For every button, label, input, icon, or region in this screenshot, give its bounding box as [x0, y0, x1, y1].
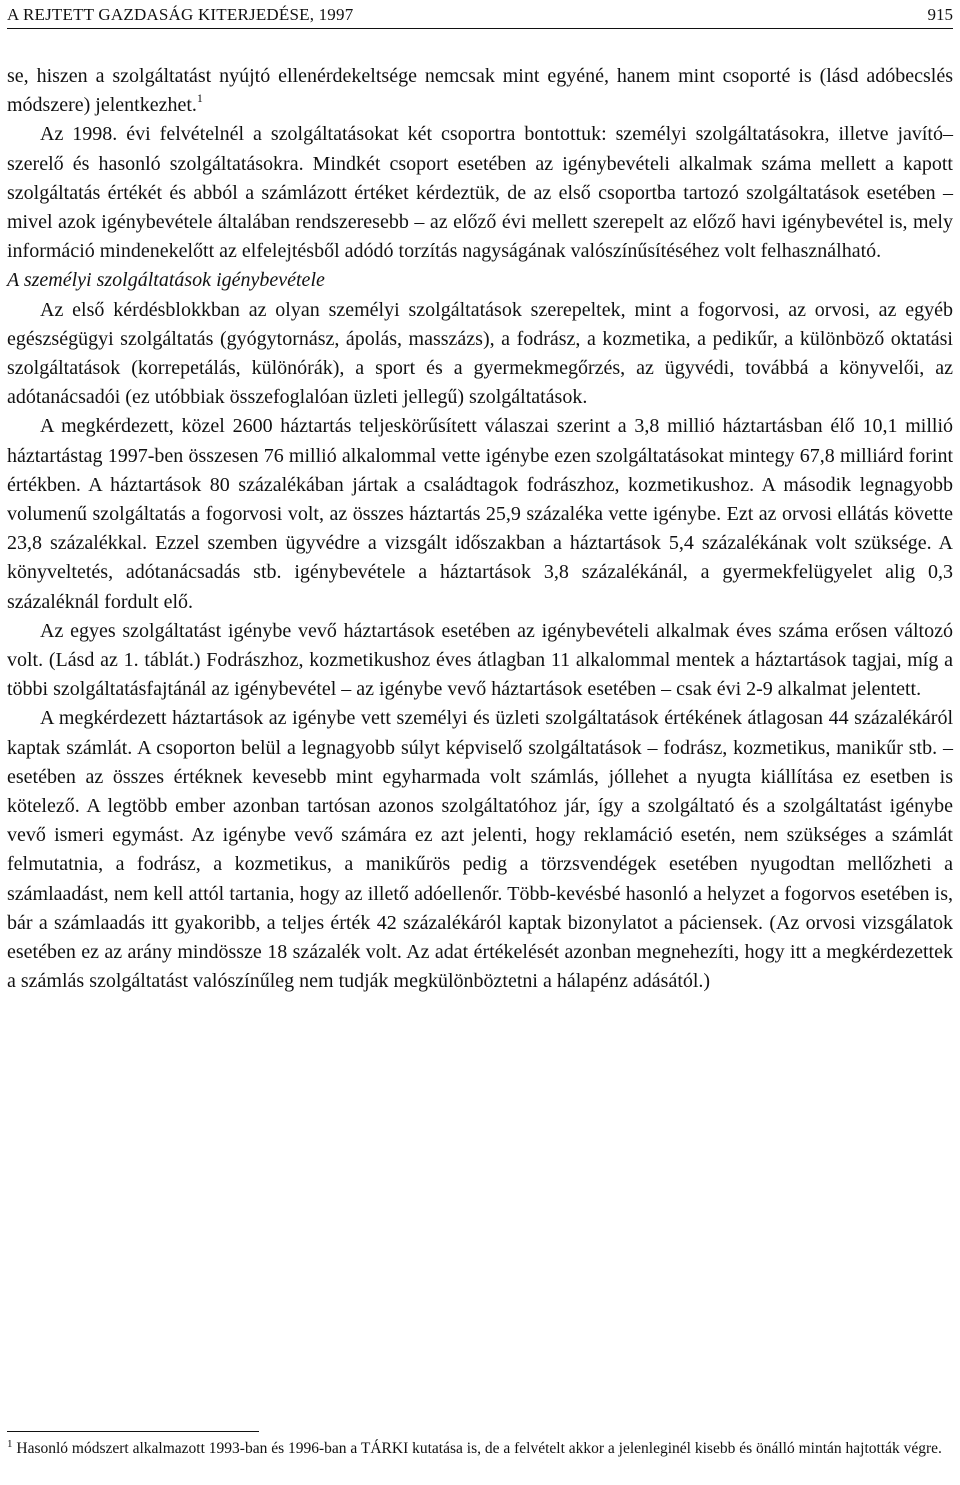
paragraph-5: Az egyes szolgáltatást igénybe vevő háztartások esetében az igénybevételi alkalmak éves száma erősen változó volt. (Lásd az 1. táblát.) Fodrászhoz, kozmetikushoz éves átlagban 11 alkalommal mentek a háztartások tagjai, míg a többi szolgáltatásfajtánál az igénybevétel – az igénybe vevő háztartások esetében – csak évi 2-9 alkalmat jelentett. — [7, 619, 953, 701]
paragraph-1-text: se, hiszen a szolgáltatást nyújtó ellenérdekeltsége nemcsak mint egyéné, hanem mint csoporté is (lásd adóbecslés módszere) jelentkezhet. — [7, 65, 953, 117]
footnote-reference[interactable]: 1 — [196, 91, 203, 106]
section-title: A személyi szolgáltatások igénybevétele — [7, 269, 325, 292]
paragraph-1 — [7, 62, 953, 120]
footnote-divider — [7, 1431, 259, 1432]
paragraph-6: A megkérdezett háztartások az igénybe vett személyi és üzleti szolgáltatások értékének átlagosan 44 százalékáról kaptak számlát. A csoporton belül a legnagyobb súlyt képviselő szolgáltatások – fodrász, kozmetikus, manikűr stb. – esetében az összes értéknek kevesebb mint egyharmada volt számlás, jóllehet a nyugta kiállítása ez esetben is kötelező. A legtöbb ember azonban tartósan azonos szolgáltatóhoz jár, így a szolgáltató és a szolgáltatást igénybe vevő ismeri egymást. Az igénybe vevő számára ez azt jelenti, hogy reklamáció esetén, nem szükséges a számlát felmutatnia, a fodrász, a kozmetikus, a manikűrös pedig a törzsvendégek esetében nyugodtan mellőzheti a számlaadást, nem kell attól tartania, hogy az illető adóellenőr. Több-kevésbé hasonló a helyzet a fogorvos esetében is, bár a számlaadás itt gyakoribb, a teljes érték 42 százalékáról kaptak bizonylatot a páciensek. (Az orvosi vizsgálatok esetében ez az arány mindössze 18 százalék volt. Az adat értékelését azonban megnehezíti, hogy itt a megkérdezettek a számlás szolgáltatást valószínűleg nem tudják megkülönböztetni a hálapénz adásától.) — [7, 707, 953, 993]
running-title: A REJTETT GAZDASÁG KITERJEDÉSE, 1997 — [7, 5, 354, 24]
page-number: 915 — [927, 5, 953, 24]
footnote — [7, 1438, 953, 1459]
running-header — [7, 4, 953, 29]
footnote-text: Hasonló módszert alkalmazott 1993-ban és 1996-ban a TÁRKI kutatása is, de a felvételt akkor a jelenleginél kisebb és önálló mintán hajtották végre. — [16, 1440, 942, 1457]
paragraph-3: Az első kérdésblokkban az olyan személyi szolgáltatások szerepeltek, mint a fogorvosi, az orvosi, az egyéb egészségügyi szolgáltatás (gyógytornász, ápolás, masszázs), a fodrász, a kozmetika, a pedikűr, a különböző oktatási szolgáltatások (korrepetálás, különórák), a sport és a gyermekmegőrzés, az ügyvédi, továbbá a könyvelői, az adótanácsadói (ez utóbbiak összefoglalóan üzleti jellegű) szolgáltatások. — [7, 298, 953, 409]
paragraph-2: Az 1998. évi felvételnél a szolgáltatásokat két csoportra bontottuk: személyi szolgáltatásokra, illetve javító–szerelő és hasonló szolgáltatásokra. Mindkét csoport esetében az igénybevételi alkalmak száma mellett a kapott szolgáltatás értékét és abból a számlázott értéket kérdeztük, de az első csoportba tartozó szolgáltatások esetében – mivel azok igénybevétele általában rendszeresebb – az előző évi mellett szerepelt az előző havi igénybevétel is, mely információ mindenekelőtt az elfelejtésből adódó torzítás nagyságának valószínűsítéséhez volt felhasználható. — [7, 123, 953, 263]
footnote-marker: 1 — [7, 1438, 13, 1450]
paragraph-4: A megkérdezett, közel 2600 háztartás teljeskörűsített válaszai szerint a 3,8 millió háztartásban élő 10,1 millió háztartástag 1997-ben összesen 76 millió alkalommal vette igénybe ezen szolgáltatásokat mintegy 67,8 milliárd forint értékben. A háztartások 80 százalékában jártak a családtagok fodrászhoz, kozmetikushoz. A második legnagyobb volumenű szolgáltatás a fogorvosi volt, az összes háztartás 25,9 százaléka vette igénybe. Ezt az orvosi ellátás követte 23,8 százalékkal. Ezzel szemben ügyvédre a vizsgált időszakban a háztartások 5,4 százalékának volt szüksége. A könyveltetés, adótanácsadás stb. igénybevétele a háztartások 3,8 százalékánál, a gyermekfelügyelet alig 0,3 százaléknál fordult elő. — [7, 415, 953, 613]
body-text — [7, 62, 953, 997]
